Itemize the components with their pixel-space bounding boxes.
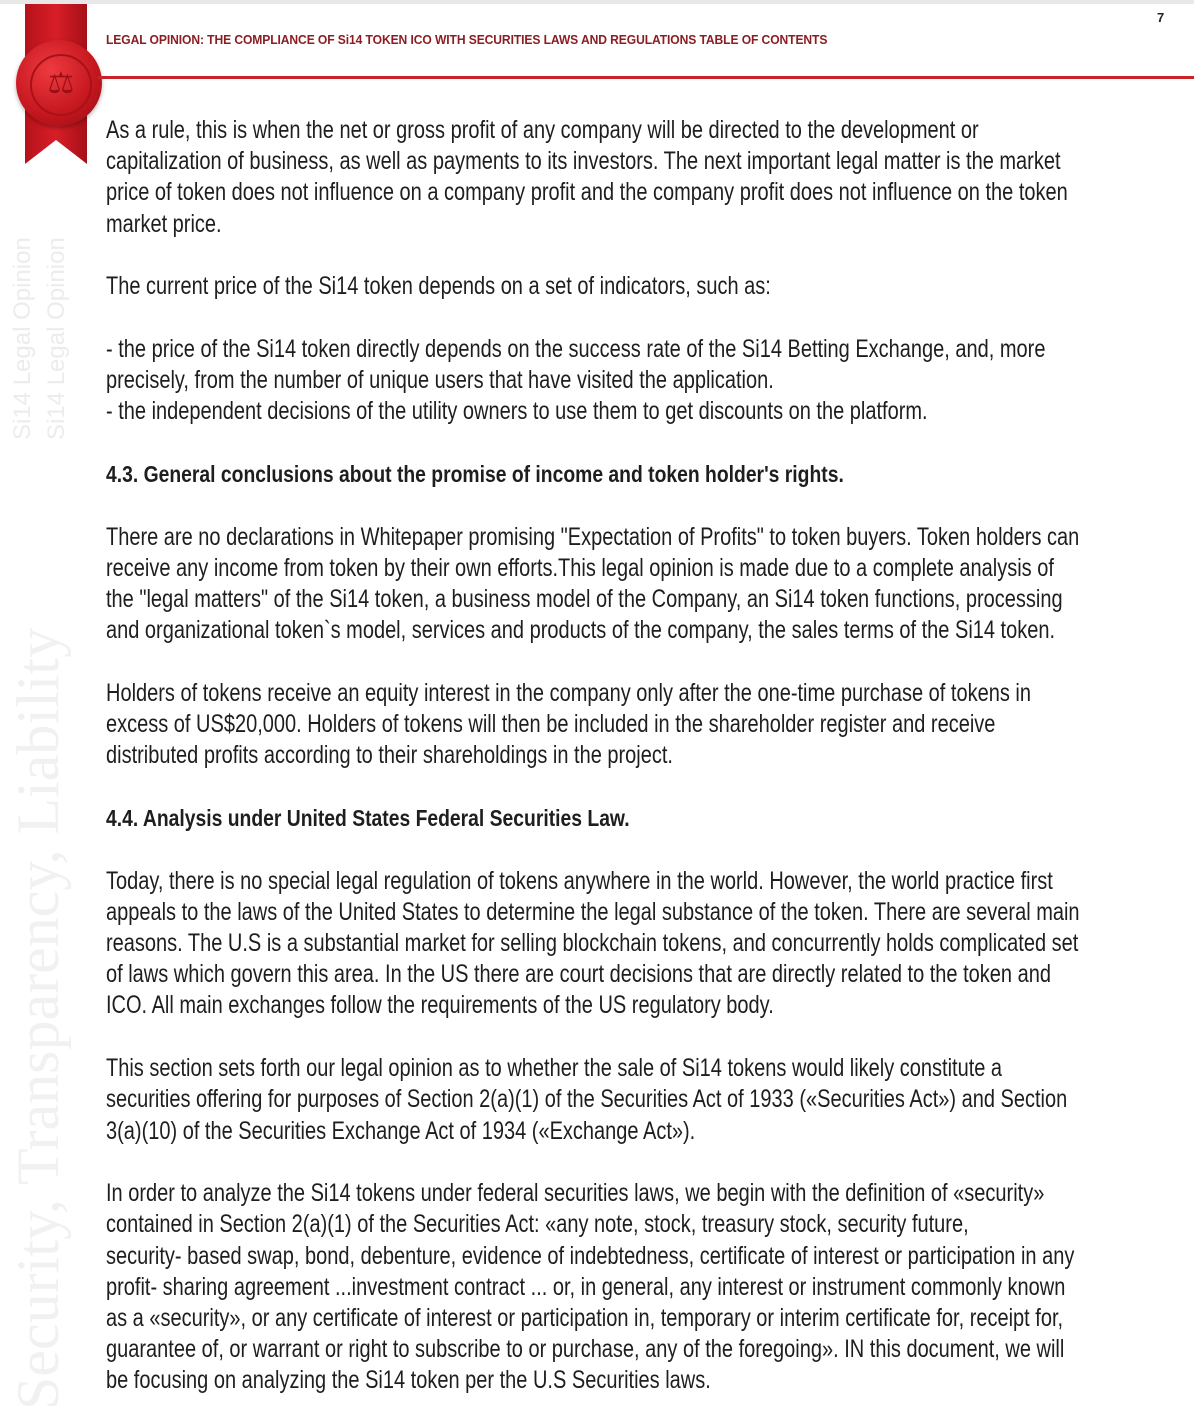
page-number: 7 — [1157, 10, 1165, 25]
text-line: - the independent decisions of the utility owners to use them to get discounts on the platform. — [106, 397, 928, 426]
text-line: Holders of tokens receive an equity interest in the company only after the one-time purchase of tokens in — [106, 678, 1031, 707]
paragraph — [106, 678, 1186, 772]
document-header-title: LEGAL OPINION: THE COMPLIANCE OF Si14 TOKEN ICO WITH SECURITIES LAWS AND REGULATIONS TABLE OF CONTENTS — [106, 32, 828, 47]
text-line: profit- sharing agreement ...investment contract ... or, in general, any interest or instrument commonly known — [106, 1272, 1066, 1301]
text-line: appeals to the laws of the United States to determine the legal substance of the token. There are several main — [106, 897, 1080, 926]
paragraph — [106, 115, 1186, 240]
text-line: There are no declarations in Whitepaper promising "Expectation of Profits" to token buyers. Token holders can — [106, 522, 1080, 551]
paragraph — [106, 1178, 1186, 1396]
text-line: ICO. All main exchanges follow the requirements of the US regulatory body. — [106, 991, 774, 1020]
paragraph — [106, 1053, 1186, 1147]
text-line: be focusing on analyzing the Si14 token per the U.S Securities laws. — [106, 1366, 711, 1395]
text-line: - the price of the Si14 token directly depends on the success rate of the Si14 Betting Exchange, and, more — [106, 334, 1046, 363]
text-line: price of token does not influence on a company profit and the company profit does not influence on the token — [106, 178, 1068, 207]
text-line: and organizational token`s model, services and products of the company, the sales terms of the Si14 token. — [106, 616, 1056, 645]
text-line: capitalization of business, as well as payments to its investors. The next important legal matter is the market — [106, 147, 1061, 176]
page-top-border — [0, 0, 1194, 4]
text-line: contained in Section 2(a)(1) of the Securities Act: «any note, stock, treasury stock, security future, — [106, 1210, 969, 1239]
paragraph — [106, 334, 1186, 428]
paragraph — [106, 522, 1186, 647]
text-line: The current price of the Si14 token depends on a set of indicators, such as: — [106, 272, 771, 301]
text-line: 4.3. General conclusions about the promise of income and token holder's rights. — [106, 461, 844, 487]
text-line: receive any income from token by their own efforts.This legal opinion is made due to a complete analysis of — [106, 553, 1054, 582]
text-line: precisely, from the number of unique users that have visited the application. — [106, 366, 774, 395]
text-line: Today, there is no special legal regulation of tokens anywhere in the world. However, the world practice first — [106, 866, 1053, 895]
text-line: the "legal matters" of the Si14 token, a business model of the Company, an Si14 token functions, processing — [106, 585, 1063, 614]
text-line: 3(a)(10) of the Securities Exchange Act of 1934 («Exchange Act»). — [106, 1116, 696, 1145]
text-line: guarantee of, or warrant or right to subscribe to or purchase, any of the foregoing». IN this document, we will — [106, 1335, 1065, 1364]
text-line: securities offering for purposes of Section 2(a)(1) of the Securities Act of 1933 («Securities Act») and Section — [106, 1085, 1068, 1114]
section-heading — [106, 459, 1186, 490]
text-line: market price. — [106, 209, 222, 238]
text-line: of laws which govern this area. In the US there are court decisions that are directly related to the token and — [106, 960, 1051, 989]
paragraph — [106, 271, 1186, 302]
scales-of-justice-icon: ⚖ — [30, 54, 92, 116]
text-line: In order to analyze the Si14 tokens under federal securities laws, we begin with the definition of «security» — [106, 1179, 1045, 1208]
text-line: excess of US$20,000. Holders of tokens will then be included in the shareholder register and receive — [106, 710, 996, 739]
text-line: reasons. The U.S is a substantial market for selling blockchain tokens, and concurrently holds complicated set — [106, 929, 1079, 958]
side-watermark: Security, Transparency, Liability — [5, 627, 71, 1410]
text-line: 4.4. Analysis under United States Federal Securities Law. — [106, 805, 630, 831]
text-line: This section sets forth our legal opinion as to whether the sale of Si14 tokens would likely constitute a — [106, 1054, 1003, 1083]
diagonal-watermark: Si14 Legal Opinion — [43, 237, 70, 440]
section-heading — [106, 803, 1186, 834]
text-line: security- based swap, bond, debenture, evidence of indebtedness, certificate of interest or participation in any — [106, 1241, 1075, 1270]
text-line: as a «security», or any certificate of interest or participation in, temporary or interim certificate for, receipt for, — [106, 1303, 1064, 1332]
paragraph — [106, 866, 1186, 1022]
text-line: distributed profits according to their shareholdings in the project. — [106, 741, 673, 770]
wax-seal — [16, 40, 102, 126]
ribbon-notch — [25, 140, 87, 164]
header-divider — [98, 76, 1194, 79]
diagonal-watermark: Si14 Legal Opinion — [9, 237, 36, 440]
document-body — [106, 115, 1186, 1428]
text-line: As a rule, this is when the net or gross profit of any company will be directed to the development or — [106, 116, 979, 144]
